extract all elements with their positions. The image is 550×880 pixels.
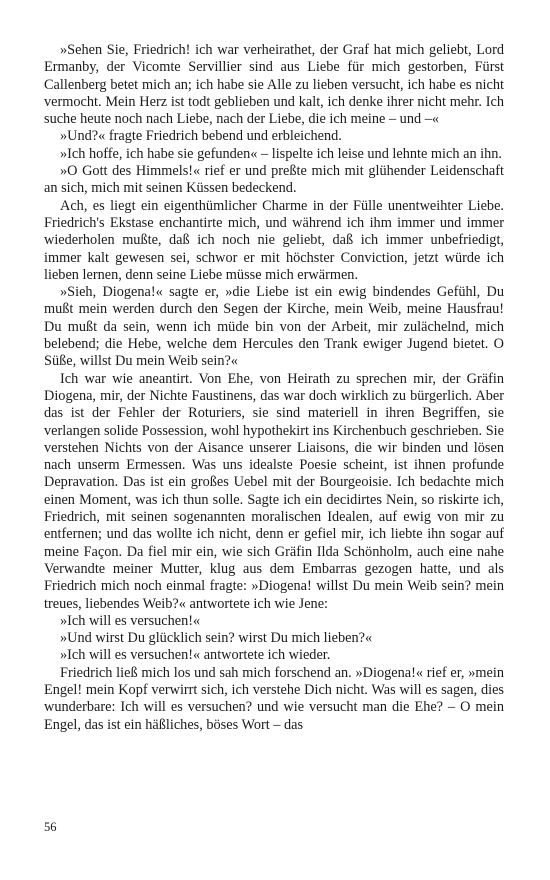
paragraph: Friedrich ließ mich los und sah mich forschend an. »Diogena!« rief er, »mein Engel! mein Kopf verwirrt sich, ich verstehe Dich nicht. Was will es sagen, dies wunderbare: Ich will es versuchen? und wie versucht man die Ehe? – O mein Engel, das ist ein häßliches, böses Wort – das — [44, 664, 504, 733]
body-text — [44, 42, 504, 734]
paragraph: Ach, es liegt ein eigenthümlicher Charme in der Fülle unentweihter Liebe. Friedrich's Ekstase enchantirte mich, und während ich ihm immer und immer wiederholen mußte, daß ich noch nie geliebt, daß ich immer unbefriedigt, immer kalt gewesen sei, schwor er mit höchster Conviction, jetzt würde ich lieben lernen, denn seine Liebe müsse mich erwärmen. — [44, 197, 504, 283]
paragraph: Ich war wie aneantirt. Von Ehe, von Heirath zu sprechen mir, der Gräfin Diogena, mir, der Nichte Faustinens, das war doch wirklich zu bürgerlich. Aber das ist der Fehler der Roturiers, sie sind materiell in ihren Begriffen, sie verlangen solide Possession, wohl hypothekirt ins Kirchenbuch geschrieben. Sie verstehen Nichts von der Aisance unserer Liaisons, die wir binden und lösen nach unserm Ermessen. Was uns idealste Poesie scheint, ist ihnen profunde Depravation. Das ist ein großes Uebel mit der Bourgeoisie. Ich bedachte mich einen Moment, was ich thun solle. Sagte ich ein decidirtes Nein, so riskirte ich, Friedrich, mit seinen sogenannten moralischen Idealen, auf ewig von mir zu entfernen; und das wollte ich nicht, denn er gefiel mir, ich liebte ihn sogar auf meine Façon. Da fiel mir ein, wie sich Gräfin Ilda Schönholm, auch eine nahe Verwandte meiner Mutter, klug aus dem Embarras gezogen hatte, und als Friedrich mich noch einmal fragte: »Diogena! willst Du mein Weib sein? mein treues, liebendes Weib?« antwortete ich wie Jene: — [44, 370, 504, 612]
paragraph: »Ich will es versuchen!« antwortete ich wieder. — [60, 647, 331, 664]
paragraph: »Und?« fragte Friedrich bebend und erbleichend. — [60, 128, 342, 145]
paragraph: »Und wirst Du glücklich sein? wirst Du mich lieben?« — [60, 630, 373, 647]
page-number: 56 — [44, 820, 57, 834]
paragraph: »Ich hoffe, ich habe sie gefunden« – lispelte ich leise und lehnte mich an ihn. — [60, 145, 503, 162]
paragraph: »Sehen Sie, Friedrich! ich war verheirathet, der Graf hat mich geliebt, Lord Ermanby, der Vicomte Servillier sind aus Liebe für mich gestorben, Fürst Callenberg betet mich an; ich habe sie Alle zu lieben versucht, ich habe es nicht vermocht. Mein Herz ist todt geblieben und kalt, ich denke ihrer nicht mehr. Ich suche heute noch nach Liebe, nach der Liebe, die ich meine – und –« — [44, 42, 504, 128]
paragraph: »O Gott des Himmels!« rief er und preßte mich mit glühender Leidenschaft an sich, mich mit seinen Küssen bedeckend. — [44, 163, 504, 197]
paragraph: »Sieh, Diogena!« sagte er, »die Liebe ist ein ewig bindendes Gefühl, Du mußt mein werden durch den Segen der Kirche, mein Weib, meine Hausfrau! Du mußt da sein, wenn ich müde bin von der Arbeit, mir zulächelnd, mich belebend; die Hebe, welche dem Hercules den Trank ewiger Jugend bietet. O Süße, willst Du mein Weib sein?« — [44, 284, 504, 370]
paragraph: »Ich will es versuchen!« — [60, 612, 201, 629]
